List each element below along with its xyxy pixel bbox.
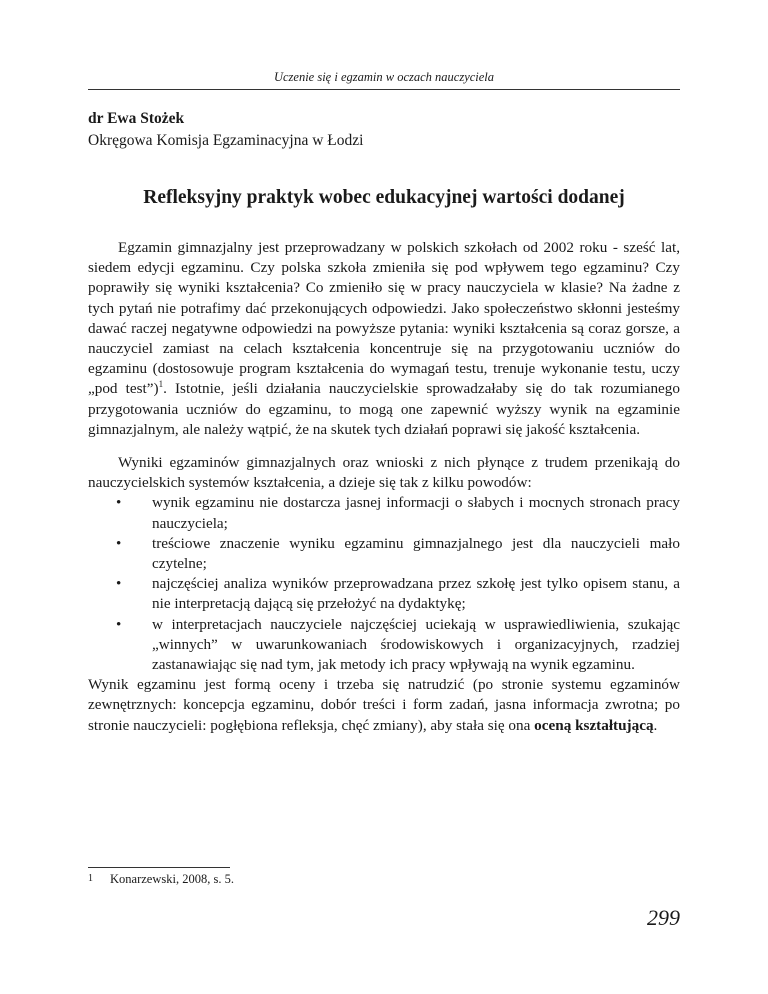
running-header: Uczenie się i egzamin w oczach nauczyciela — [273, 70, 495, 84]
footnote-reference: 1 — [158, 379, 164, 390]
list-item — [88, 574, 680, 614]
paragraph-1 — [88, 238, 680, 440]
footnote-number: 1 — [88, 873, 93, 884]
header-rule — [88, 89, 680, 90]
list-item — [88, 493, 680, 533]
article-body — [88, 238, 680, 736]
list-item — [88, 534, 680, 574]
bullet-icon: • — [116, 494, 122, 512]
paragraph-2 — [88, 453, 680, 493]
bullet-icon: • — [116, 575, 122, 593]
paragraph-2-intro: Wyniki egzaminów gimnazjalnych oraz wnioski z nich płynące z trudem przenikają do nauczycielskich systemów kształcenia, a dzieje się tak z kilku powodów: — [88, 454, 680, 492]
article-title: Refleksyjny praktyk wobec edukacyjnej wartości dodanej — [143, 187, 625, 208]
list-item-text: treściowe znaczenie wyniku egzaminu gimnazjalnego jest dla nauczycieli mało czytelne; — [152, 534, 680, 573]
paragraph-3-text: Wynik egzaminu jest formą oceny i trzeba się natrudzić (po stronie systemu egzaminów zewnętrznych: koncepcja egzaminu, dobór treści i form zadań, jasna informacja zwrotna; po stronie nauczycieli: pogłębiona refleksja, chęć zmiany), aby stała się ona — [88, 676, 680, 734]
bullet-icon: • — [116, 615, 122, 633]
paragraph-3-end: . — [653, 716, 658, 734]
footnote-rule — [88, 867, 230, 868]
list-item — [88, 615, 680, 676]
emphasis-term: oceną kształtującą — [534, 716, 654, 734]
bullet-icon: • — [116, 534, 122, 552]
author-name: dr Ewa Stożek — [88, 110, 185, 127]
reasons-list — [88, 493, 680, 675]
paragraph-3 — [88, 675, 680, 736]
list-item-text: w interpretacjach nauczyciele najczęściej uciekają w usprawiedliwienia, szukając „winnych” w uwarunkowaniach środowiskowych i organizacyjnych, rzadziej zastanawiając się nad tym, jak metody ich pracy wpływają na wynik egzaminu. — [152, 615, 680, 674]
list-item-text: wynik egzaminu nie dostarcza jasnej informacji o słabych i mocnych stronach pracy nauczyciela; — [152, 494, 680, 532]
footnote — [88, 872, 234, 887]
paragraph-1-text-b: . Istotnie, jeśli działania nauczycielskie sprowadzałaby się do tak rozumianego przygotowania uczniów do egzaminu, to mogą one zapewnić wyższy wynik na egzaminie gimnazjalnym, ale należy wątpić, że na skutek tych działań poprawi się jakość kształcenia. — [88, 380, 680, 438]
page-number: 299 — [647, 905, 680, 930]
paragraph-1-text-a: Egzamin gimnazjalny jest przeprowadzany w polskich szkołach od 2002 roku - sześć lat, siedem edycji egzaminu. Czy polska szkoła zmieniła się pod wpływem tego egzaminu? Czy poprawiły się wyniki kształcenia? Co zmieniło się w pracy nauczyciela w klasie? Na żadne z tych pytań nie potrafimy dać przekonujących odpowiedzi. Jako społeczeństwo skłonni jesteśmy dawać raczej negatywne odpowiedzi na powyższe pytania: wyniki kształcenia są coraz gorsze, a nauczyciel zamiast na celach kształcenia koncentruje się na przygotowaniu uczniów do egzaminu (dostosowuje program kształcenia do wymagań testu, trenuje wykonanie testu, uczy „pod test”) — [88, 239, 680, 398]
footnote-text: Konarzewski, 2008, s. 5. — [110, 872, 234, 886]
author-affiliation: Okręgowa Komisja Egzaminacyjna w Łodzi — [88, 132, 364, 149]
list-item-text: najczęściej analiza wyników przeprowadzana przez szkołę jest tylko opisem stanu, a nie interpretacją dającą się przełożyć na dydaktykę; — [152, 575, 680, 613]
